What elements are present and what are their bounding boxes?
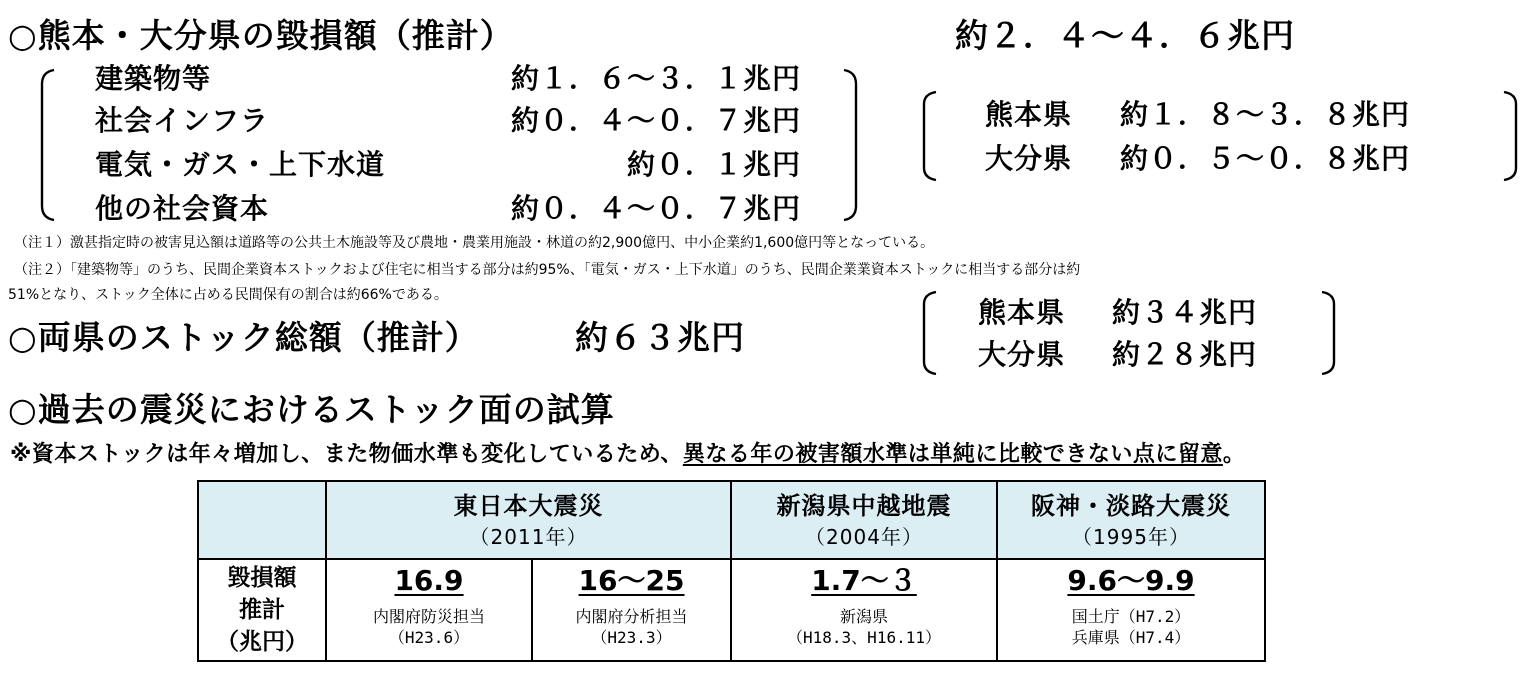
row-label-line: 推計 <box>239 597 285 623</box>
damage-value: 16～25 <box>578 564 685 597</box>
source-line: （H23.3） <box>591 628 672 647</box>
event-year: （2004年） <box>805 525 923 549</box>
row-label-line: （兆円） <box>216 629 308 655</box>
past-note-text: ※資本ストックは年々増加し、また物価水準も変化しているため、 <box>10 442 683 467</box>
event-name: 東日本大震災 <box>453 492 604 520</box>
source-line: 国土庁（H7.2） <box>1071 607 1191 626</box>
event-name: 新潟県中越地震 <box>776 492 952 520</box>
value-cell <box>997 559 1265 661</box>
damage-title: ○熊本・大分県の毀損額（推計） <box>8 16 514 55</box>
value-cell <box>326 559 532 661</box>
damage-value: 16.9 <box>394 564 464 597</box>
damage-total: 約２．４～４．６兆円 <box>955 16 1295 55</box>
left-bracket-icon <box>922 292 942 374</box>
damage-value: 9.6～9.9 <box>1067 564 1195 597</box>
source-line: （H18.3、H16.11） <box>787 628 941 647</box>
past-note-end: 。 <box>1222 442 1246 467</box>
source-line: 兵庫県（H7.4） <box>1071 628 1191 647</box>
past-title: ○過去の震災におけるストック面の試算 <box>8 390 615 429</box>
item-amount: 約０．４～０．７兆円 <box>510 104 801 137</box>
note-line: （注１）激甚指定時の被害見込額は道路等の公共土木施設等及び農地・農業用施設・林道の約2,900億円、中小企業約1,600億円等となっている。 <box>14 235 935 251</box>
value-cell <box>731 559 997 661</box>
right-bracket-icon <box>1318 292 1338 374</box>
header-empty-cell <box>198 481 326 559</box>
source-line: 内閣府分析担当 <box>575 607 688 626</box>
event-header <box>997 481 1265 559</box>
pref-amount: 約３４兆円 <box>1112 296 1258 329</box>
damage-value: 1.7～３ <box>811 564 917 597</box>
item-label: 他の社会資本 <box>95 192 270 225</box>
note-line: （注２）「建築物等」のうち、民間企業資本ストックおよび住宅に相当する部分は約95%、「電気・ガス・上下水道」のうち、民間企業業資本ストックに相当する部分は約 <box>14 262 1081 278</box>
item-label: 電気・ガス・上下水道 <box>95 148 386 181</box>
event-header <box>731 481 997 559</box>
table-header-row <box>198 481 1265 559</box>
item-label: 社会インフラ <box>95 104 270 137</box>
item-amount: 約０．４～０．７兆円 <box>510 192 801 225</box>
pref-label: 熊本県 <box>978 296 1066 329</box>
pref-amount: 約１．８～３．８兆円 <box>1120 98 1411 131</box>
pref-label: 大分県 <box>978 338 1066 371</box>
left-bracket-icon <box>922 92 942 180</box>
event-year: （1995年） <box>1072 525 1190 549</box>
row-label <box>198 559 326 661</box>
pref-label: 熊本県 <box>985 98 1073 131</box>
item-amount: 約１．６～３．１兆円 <box>510 62 801 95</box>
event-year: （2011年） <box>469 525 588 549</box>
right-bracket-icon <box>1500 92 1520 180</box>
pref-label: 大分県 <box>985 142 1073 175</box>
row-label-line: 毀損額 <box>227 565 297 591</box>
value-cell <box>532 559 731 661</box>
source-line: 新潟県 <box>839 607 888 626</box>
note-line: 51%となり、ストック全体に占める民間保有の割合は約66%である。 <box>8 287 448 303</box>
source-line: （H23.6） <box>388 628 470 647</box>
comparison-table <box>197 480 1266 662</box>
event-name: 阪神・淡路大震災 <box>1031 492 1231 520</box>
table-row <box>198 559 1265 661</box>
left-bracket-icon <box>40 70 60 220</box>
source-line: 内閣府防災担当 <box>372 607 485 626</box>
right-bracket-icon <box>840 70 860 220</box>
stock-total: 約６３兆円 <box>575 318 745 357</box>
past-note-emphasis: 異なる年の被害額水準は単純に比較できない点に留意 <box>682 442 1223 467</box>
past-note <box>10 440 1245 470</box>
pref-amount: 約２８兆円 <box>1112 338 1258 371</box>
item-amount: 約０．１兆円 <box>626 148 801 181</box>
event-header <box>326 481 731 559</box>
stock-title: ○両県のストック総額（推計） <box>8 318 479 357</box>
item-label: 建築物等 <box>95 62 212 95</box>
pref-amount: 約０．５～０．８兆円 <box>1120 142 1411 175</box>
